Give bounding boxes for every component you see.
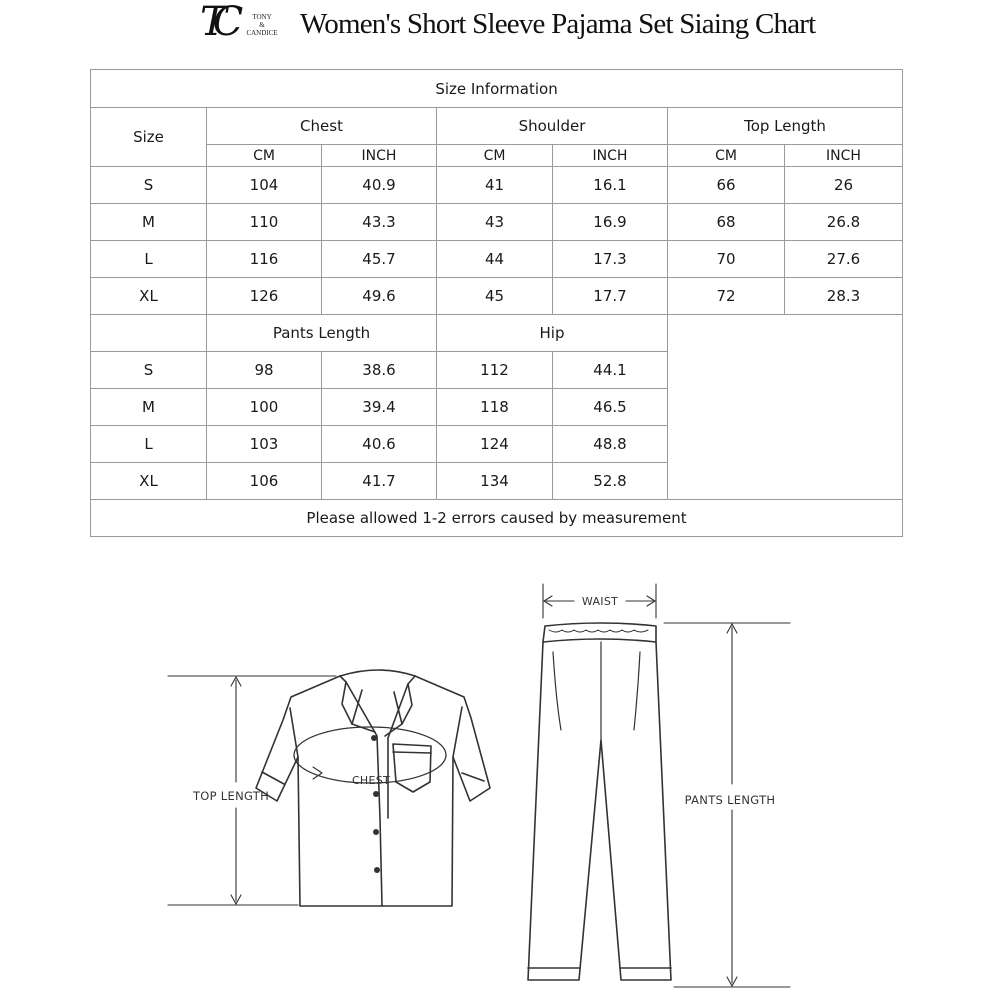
value-cell: 112 bbox=[437, 352, 553, 389]
table-caption-row bbox=[91, 70, 903, 108]
unit-header: INCH bbox=[322, 145, 437, 167]
value-cell: 68 bbox=[668, 204, 785, 241]
value-cell: 98 bbox=[207, 352, 322, 389]
value-cell: 38.6 bbox=[322, 352, 437, 389]
size-cell: XL bbox=[91, 278, 207, 315]
armhole-seams bbox=[290, 707, 462, 757]
value-cell: 45.7 bbox=[322, 241, 437, 278]
measurement-diagram bbox=[0, 560, 1000, 1000]
table-row bbox=[91, 167, 903, 204]
value-cell: 118 bbox=[437, 389, 553, 426]
waistband-elastic bbox=[549, 630, 648, 632]
value-cell: 41 bbox=[437, 167, 553, 204]
table-row bbox=[91, 278, 903, 315]
value-cell: 49.6 bbox=[322, 278, 437, 315]
waist-label: WAIST bbox=[581, 595, 619, 608]
value-cell: 40.6 bbox=[322, 426, 437, 463]
shirt-pocket bbox=[393, 744, 431, 792]
value-cell: 44 bbox=[437, 241, 553, 278]
shirt-buttons bbox=[371, 735, 380, 873]
value-cell: 43 bbox=[437, 204, 553, 241]
pants-pocket-lines bbox=[553, 652, 640, 730]
value-cell: 70 bbox=[668, 241, 785, 278]
group-header-hip: Hip bbox=[437, 315, 668, 352]
value-cell: 116 bbox=[207, 241, 322, 278]
logo-brand-line-3: CANDICE bbox=[246, 29, 278, 37]
value-cell: 66 bbox=[668, 167, 785, 204]
group-header-shoulder: Shoulder bbox=[437, 108, 668, 145]
logo-brand-line-2: & bbox=[259, 21, 265, 29]
value-cell: 100 bbox=[207, 389, 322, 426]
value-cell: 27.6 bbox=[785, 241, 903, 278]
value-cell: 110 bbox=[207, 204, 322, 241]
shirt-illustration bbox=[256, 670, 490, 906]
logo-brand-text bbox=[240, 13, 284, 37]
logo-brand-line-1: TONY bbox=[252, 13, 272, 21]
value-cell: 17.7 bbox=[553, 278, 668, 315]
value-cell: 26 bbox=[785, 167, 903, 204]
table-row bbox=[91, 241, 903, 278]
size-cell: L bbox=[91, 426, 207, 463]
chest-arrowhead bbox=[313, 767, 322, 779]
group-header-row bbox=[91, 108, 903, 145]
pants-illustration bbox=[528, 623, 671, 980]
value-cell: 45 bbox=[437, 278, 553, 315]
value-cell: 126 bbox=[207, 278, 322, 315]
value-cell: 104 bbox=[207, 167, 322, 204]
pocket-flap-line bbox=[393, 752, 431, 753]
size-header: Size bbox=[91, 108, 207, 167]
value-cell: 39.4 bbox=[322, 389, 437, 426]
value-cell: 26.8 bbox=[785, 204, 903, 241]
measurement-footnote: Please allowed 1-2 errors caused by measurement bbox=[91, 500, 903, 537]
size-cell: S bbox=[91, 167, 207, 204]
size-cell: M bbox=[91, 389, 207, 426]
group-header-pants-length: Pants Length bbox=[207, 315, 437, 352]
value-cell: 48.8 bbox=[553, 426, 668, 463]
unit-header: INCH bbox=[553, 145, 668, 167]
value-cell: 72 bbox=[668, 278, 785, 315]
value-cell: 46.5 bbox=[553, 389, 668, 426]
pants-waistband bbox=[543, 623, 656, 642]
empty-cell bbox=[91, 315, 207, 352]
unit-header: CM bbox=[207, 145, 322, 167]
brand-logo bbox=[196, 0, 286, 46]
size-chart-table bbox=[90, 69, 903, 537]
unit-header: CM bbox=[437, 145, 553, 167]
top-length-label: TOP LENGTH bbox=[192, 789, 270, 803]
size-cell: M bbox=[91, 204, 207, 241]
table-row bbox=[91, 204, 903, 241]
value-cell: 44.1 bbox=[553, 352, 668, 389]
empty-cell bbox=[668, 315, 903, 500]
logo-monogram: TC bbox=[200, 0, 230, 45]
unit-header: INCH bbox=[785, 145, 903, 167]
page-title: Women's Short Sleeve Pajama Set Siaing Chart bbox=[300, 8, 816, 40]
value-cell: 52.8 bbox=[553, 463, 668, 500]
value-cell: 41.7 bbox=[322, 463, 437, 500]
unit-header: CM bbox=[668, 145, 785, 167]
value-cell: 124 bbox=[437, 426, 553, 463]
unit-header-row bbox=[91, 145, 903, 167]
group-header-row bbox=[91, 315, 903, 352]
value-cell: 103 bbox=[207, 426, 322, 463]
footnote-row bbox=[91, 500, 903, 537]
value-cell: 17.3 bbox=[553, 241, 668, 278]
group-header-top-length: Top Length bbox=[668, 108, 903, 145]
value-cell: 106 bbox=[207, 463, 322, 500]
value-cell: 28.3 bbox=[785, 278, 903, 315]
value-cell: 134 bbox=[437, 463, 553, 500]
pants-outline bbox=[528, 642, 671, 980]
table-caption: Size Information bbox=[91, 70, 903, 108]
size-cell: XL bbox=[91, 463, 207, 500]
chest-label: CHEST bbox=[351, 774, 391, 787]
group-header-chest: Chest bbox=[207, 108, 437, 145]
size-cell: S bbox=[91, 352, 207, 389]
shirt-back-collar bbox=[340, 670, 415, 676]
size-cell: L bbox=[91, 241, 207, 278]
value-cell: 16.9 bbox=[553, 204, 668, 241]
value-cell: 16.1 bbox=[553, 167, 668, 204]
pants-length-label: PANTS LENGTH bbox=[684, 793, 776, 807]
value-cell: 43.3 bbox=[322, 204, 437, 241]
value-cell: 40.9 bbox=[322, 167, 437, 204]
